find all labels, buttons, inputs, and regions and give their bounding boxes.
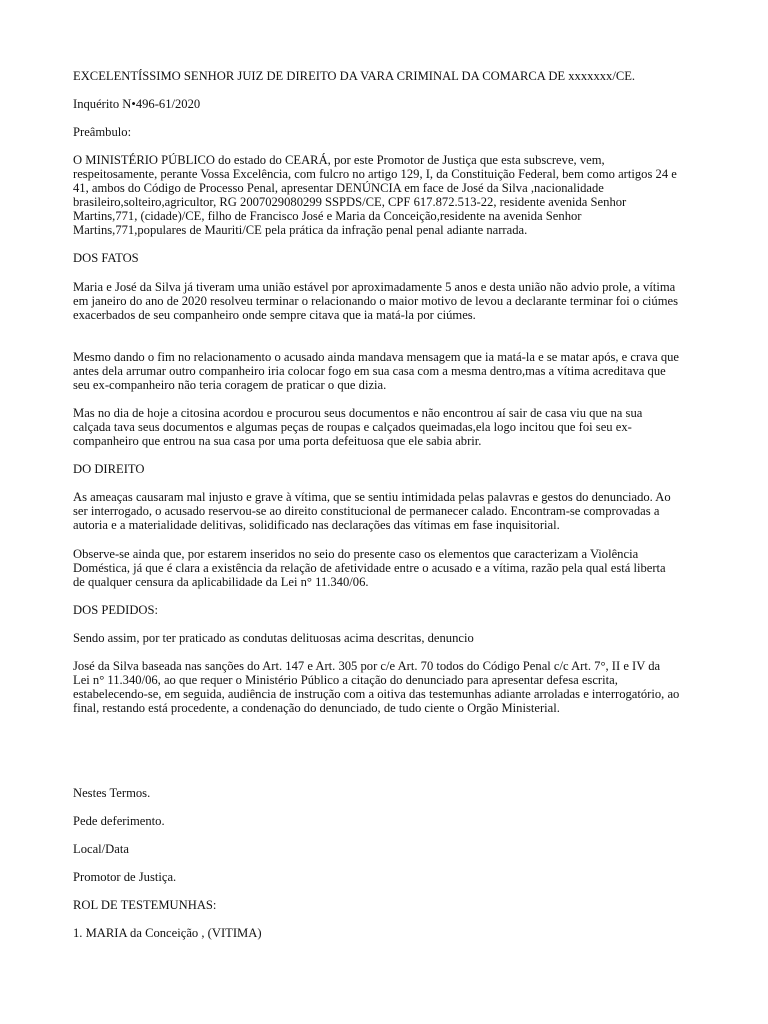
text-line: estabelecendo-se, em seguida, audiência de instrução com a oitiva das testemunhas adiante arroladas e interrogatório, ao [73,687,680,701]
document-heading: EXCELENTÍSSIMO SENHOR JUIZ DE DIREITO DA VARA CRIMINAL DA COMARCA DE xxxxxxx/CE. [73,69,636,83]
text-line: final, restando está procedente, a condenação do denunciado, de tudo ciente o Orgão Ministerial. [73,701,560,715]
text-line: Mesmo dando o fim no relacionamento o acusado ainda mandava mensagem que ia matá-la e se matar após, e crava que [73,350,680,364]
text-line: Mas no dia de hoje a citosina acordou e procurou seus documentos e não encontrou aí sair de casa viu que na sua [73,406,643,420]
text-line: autoria e a materialidade delitivas, solidificado nas declarações das vítimas em fase inquisitorial. [73,518,560,532]
promotor-signature: Promotor de Justiça. [73,870,177,884]
rol-testemunhas-heading: ROL DE TESTEMUNHAS: [73,898,217,912]
fatos-paragraph-3 [73,406,697,448]
text-line: 41, ambos do Código de Processo Penal, apresentar DENÚNCIA em face de José da Silva ,nacionalidade [73,181,604,195]
text-line: O MINISTÉRIO PÚBLICO do estado do CEARÁ, por este Promotor de Justiça que esta subscreve, vem, [73,153,605,167]
fatos-paragraph-1 [73,280,697,322]
preambulo-label: Preâmbulo: [73,125,132,139]
text-line: seu ex-companheiro não teria coragem de praticar o que dizia. [73,378,387,392]
dos-fatos-heading: DOS FATOS [73,251,139,265]
fatos-paragraph-2 [73,350,697,392]
pedidos-paragraph-1: Sendo assim, por ter praticado as condutas delituosas acima descritas, denuncio [73,631,474,645]
text-line: ser interrogado, o acusado reservou-se ao direito constitucional de permanecer calado. Encontram-se comprovadas a [73,504,660,518]
text-line: exacerbados de seu companheiro onde sempre citava que ia matá-la por ciúmes. [73,308,476,322]
text-line: antes dela arrumar outro companheiro iria colocar fogo em sua casa com a mesma dentro,mas a vítima acreditava que [73,364,666,378]
text-line: José da Silva baseada nas sanções do Art. 147 e Art. 305 por c/e Art. 70 todos do Código Penal c/c Art. 7°, II e IV da [73,659,661,673]
preambulo-paragraph [73,153,697,237]
text-line: Maria e José da Silva já tiveram uma união estável por aproximadamente 5 anos e desta união não advio prole, a vítima [73,280,676,294]
text-line: companheiro que entrou na sua casa por uma porta defeituosa que ele sabia abrir. [73,434,482,448]
text-line: de qualquer censura da aplicabilidade da Lei n° 11.340/06. [73,575,369,589]
dos-pedidos-heading: DOS PEDIDOS: [73,603,159,617]
text-line: Observe-se ainda que, por estarem inseridos no seio do presente caso os elementos que caracterizam a Violência [73,547,639,561]
text-line: Martins,771,populares de Mauriti/CE pela prática da infração penal penal adiante narrada. [73,223,528,237]
pedidos-paragraph-2 [73,659,697,715]
text-line: calçada tava seus documentos e algumas peças de roupas e calçados queimadas,ela logo incitou que foi seu ex- [73,420,632,434]
direito-paragraph-1 [73,490,697,532]
do-direito-heading: DO DIREITO [73,462,145,476]
pede-deferimento: Pede deferimento. [73,814,165,828]
testemunha-item: 1. MARIA da Conceição , (VITIMA) [73,926,262,940]
inquerito-number: Inquérito N•496-61/2020 [73,97,201,111]
text-line: brasileiro,solteiro,agricultor, RG 2007029080299 SSPDS/CE, CPF 617.872.513-22, residente avenida Senhor [73,195,627,209]
local-data: Local/Data [73,842,129,856]
text-line: As ameaças causaram mal injusto e grave à vítima, que se sentiu intimidada pelas palavras e gestos do denunciado. Ao [73,490,671,504]
text-line: Martins,771, (cidade)/CE, filho de Francisco José e Maria da Conceição,residente na avenida Senhor [73,209,582,223]
text-line: em janeiro do ano de 2020 resolveu terminar o relacionando o maior motivo de levou a declarante terminar foi o ciúmes [73,294,678,308]
text-line: Lei n° 11.340/06, ao que requer o Ministério Público a citação do denunciado para apresentar defesa escrita, [73,673,618,687]
nestes-termos: Nestes Termos. [73,786,151,800]
direito-paragraph-2 [73,547,697,589]
text-line: Doméstica, já que é clara a existência da relação de afetividade entre o acusado e a vítima, razão pela qual está liberta [73,561,666,575]
text-line: respeitosamente, perante Vossa Excelência, com fulcro no artigo 129, I, da Constituição Federal, bem como artigos 24 e [73,167,677,181]
